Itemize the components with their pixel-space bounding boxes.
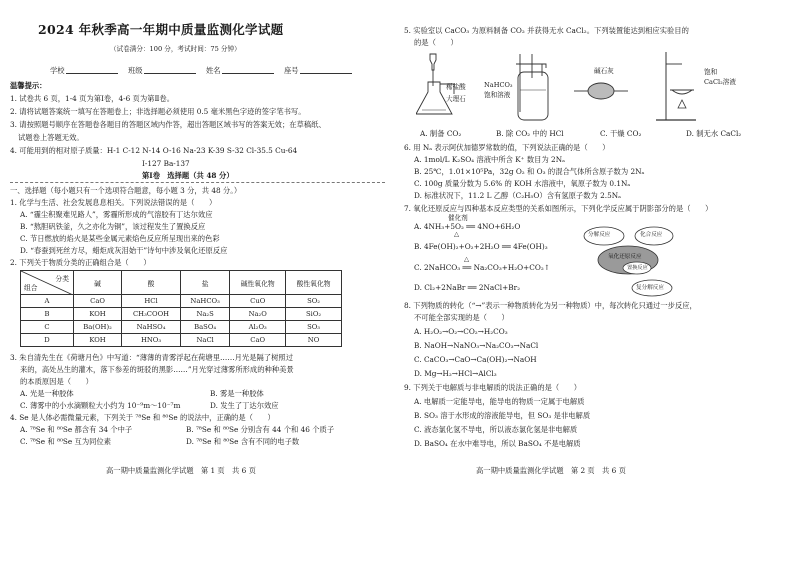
- table-cell: KOH: [74, 308, 122, 321]
- right-footer: 高一期中质量监测化学试题 第 2 页 共 6 页: [476, 466, 626, 475]
- q2-stem: 2. 下列关于物质分类的正确组合是（ ）: [10, 258, 151, 267]
- left-footer: 高一期中质量监测化学试题 第 1 页 共 6 页: [106, 466, 256, 475]
- gas-washing-bottle-icon: [514, 52, 560, 124]
- right-page: [404, 14, 779, 475]
- col-header: 酸: [122, 271, 181, 295]
- q8-line-1: 8. 下列物质的转化（“→”表示一种物质转化为另一种物质）中，每次转化只通过一步反应，: [404, 301, 697, 310]
- q3-option-c: C. 薄雾中的小水滴颗粒大小约为 10⁻⁹m～10⁻⁷m: [20, 401, 181, 410]
- q6-stem: 6. 用 Nₐ 表示阿伏加德罗常数的值，下列说法正确的是（ ）: [404, 143, 610, 152]
- col-header: 盐: [180, 271, 229, 295]
- q4-option-c: C. ⁷⁸Se 和 ⁸⁰Se 互为同位素: [20, 437, 112, 446]
- left-page: [10, 14, 385, 475]
- note-1: 1. 试卷共 6 页，1-4 页为第Ⅰ卷，4-6 页为第Ⅱ卷。: [10, 94, 174, 103]
- note-3: 3. 请按照题号顺序在答题卷各题目的答题区域内作答，超出答题区域书写的答案无效；在草稿纸、: [10, 120, 326, 129]
- table-cell: Na₂O: [230, 308, 286, 321]
- q5-option-d: D. 制无水 CaCl₂: [686, 129, 742, 138]
- table-cell: NaCl: [180, 334, 229, 347]
- notes-heading: 温馨提示：: [10, 81, 47, 90]
- q1-stem: 1. 化学与生活、社会发展息息相关。下列说法错误的是（ ）: [10, 198, 217, 207]
- note-4: 4. 可能用到的相对原子质量：H-1 C-12 N-14 O-16 Na-23 K-39 S-32 Cl-35.5 Cu-64: [10, 146, 298, 155]
- table-cell: Ba(OH)₂: [74, 321, 122, 334]
- label-nahco3: NaHCO₃: [484, 81, 513, 89]
- classification-table: [20, 270, 342, 347]
- q6-option-a: A. 1mol/L K₂SO₄ 溶液中所含 K⁺ 数目为 2Nₐ: [414, 155, 565, 164]
- q1-option-d: D. “春蚕到死丝方尽，蜡炬成灰泪始干”诗句中涉及氧化还原反应: [20, 246, 228, 255]
- q6-option-c: C. 100g 质量分数为 5.6% 的 KOH 水溶液中，氧原子数为 0.1Nₐ: [414, 179, 631, 188]
- q4-stem: 4. Se 是人体必需微量元素，下列关于 ⁷⁸Se 和 ⁸⁰Se 的说法中，正确的是（ ）: [10, 413, 275, 422]
- q7-condition-a2: △: [454, 230, 460, 238]
- info-school: 学校: [50, 66, 65, 75]
- q7-option-c: C. 2NaHCO₃ ══ Na₂CO₃+H₂O+CO₂↑: [414, 263, 550, 272]
- col-header: 碱性氧化物: [230, 271, 286, 295]
- table-row: [21, 334, 342, 347]
- q9-option-b: B. SO₃ 溶于水形成的溶液能导电，但 SO₃ 是非电解质: [414, 411, 591, 420]
- q1-option-c: C. 节日燃放的焰火是某些金属元素焰色反应所呈现出来的色彩: [20, 234, 220, 243]
- label-saturated: 饱和溶液: [484, 91, 511, 99]
- table-cell: NO: [286, 334, 342, 347]
- table-row: [21, 321, 342, 334]
- table-cell: D: [21, 334, 74, 347]
- q4-option-d: D. ⁷⁸Se 和 ⁸⁰Se 含有不同的电子数: [186, 437, 300, 446]
- q7-option-b: B. 4Fe(OH)₂+O₂+2H₂O ══ 4Fe(OH)₃: [414, 242, 548, 251]
- note-3b: 试题卷上答题无效。: [18, 133, 84, 142]
- q3-option-a: A. 光是一种胶体: [20, 389, 74, 398]
- q3-line-2: 来的，高处丛生的灌木，落下参差的斑驳的黑影……”月光穿过薄雾所形成的种种美景: [20, 365, 294, 374]
- q7-condition-a: 催化剂: [448, 214, 468, 222]
- reaction-type-diagram: [582, 222, 674, 298]
- info-class: 班级: [128, 66, 143, 75]
- table-cell: SiO₂: [286, 308, 342, 321]
- q7-stem: 7. 氧化还原反应与四种基本反应类型的关系如图所示，下列化学反应属于阴影部分的是（ ）: [404, 204, 713, 213]
- header-top: 分类: [55, 275, 69, 283]
- col-header: 酸性氧化物: [286, 271, 342, 295]
- q5-line-1: 5. 实验室以 CaCO₃ 为原料制备 CO₂ 并获得无水 CaCl₂。下列装置能达到相应实验目的: [404, 26, 689, 35]
- part1-heading: 第Ⅰ卷 选择题（共 48 分）: [142, 171, 234, 180]
- q4-option-b: B. ⁷⁸Se 和 ⁸⁰Se 分别含有 44 个和 46 个质子: [186, 425, 335, 434]
- q8-option-c: C. CaCO₃→CaO→Ca(OH)₂→NaOH: [414, 355, 537, 364]
- q5-line-2: 的是（ ）: [414, 38, 458, 47]
- q8-option-d: D. Mg→H₂→HCl→AlCl₃: [414, 369, 497, 378]
- label-saturated-d: 饱和: [704, 68, 718, 76]
- drying-tube-icon: [574, 80, 628, 102]
- col-header: 碱: [74, 271, 122, 295]
- label-soda-lime: 碱石灰: [594, 67, 614, 75]
- q9-stem: 9. 下列关于电解质与非电解质的说法正确的是（ ）: [404, 383, 582, 392]
- exam-title: 2024 年秋季高一年期中质量监测化学试题: [38, 22, 284, 37]
- label-cacl2: CaCl₂溶液: [704, 78, 736, 86]
- q3-line-1: 3. 朱自清先生在《荷塘月色》中写道：“薄薄的青雾浮起在荷塘里……月光是隔了树照过: [10, 353, 293, 362]
- table-cell: NaHSO₄: [122, 321, 181, 334]
- diagram-decomposition: 分解反应: [588, 232, 611, 238]
- diagram-double-decomposition: 复分解反应: [636, 285, 664, 291]
- q8-option-b: B. NaOH→NaNO₃→Na₂CO₃→NaCl: [414, 341, 539, 350]
- evaporation-stand-icon: [654, 50, 700, 124]
- table-cell: BaSO₄: [180, 321, 229, 334]
- diagram-combination: 化合反应: [640, 232, 663, 238]
- q7-option-a: A. 4NH₃+5O₂ ══ 4NO+6H₂O: [414, 222, 521, 231]
- q9-option-a: A. 电解质一定能导电，能导电的物质一定属于电解质: [414, 397, 585, 406]
- table-cell: KOH: [74, 334, 122, 347]
- label-hcl: 稀盐酸: [446, 83, 466, 91]
- table-cell: HNO₃: [122, 334, 181, 347]
- table-corner: [21, 271, 74, 295]
- q7-condition-c: △: [464, 255, 470, 263]
- section1-heading: 一、选择题（每小题只有一个选项符合题意，每小题 3 分，共 48 分。）: [10, 186, 242, 195]
- q3-line-3: 的本质原因是（ ）: [20, 377, 93, 386]
- table-cell: CuO: [230, 295, 286, 308]
- table-cell: SO₂: [286, 295, 342, 308]
- table-cell: CaO: [74, 295, 122, 308]
- info-name: 姓名: [206, 66, 221, 75]
- q6-option-b: B. 25℃，1.01×10⁵Pa，32g O₂ 和 O₃ 的混合气体所含原子数为 2Nₐ: [414, 167, 645, 176]
- q3-option-d: D. 发生了丁达尔效应: [210, 401, 279, 410]
- exam-subtitle: （试卷满分：100 分，考试时间：75 分钟）: [110, 45, 241, 53]
- note-4b: I-127 Ba-137: [142, 159, 190, 168]
- diagram-redox: 氧化还原反应: [608, 254, 642, 260]
- table-cell: HCl: [122, 295, 181, 308]
- table-cell: CaO: [230, 334, 286, 347]
- q3-option-b: B. 雾是一种胶体: [210, 389, 264, 398]
- table-cell: Na₂S: [180, 308, 229, 321]
- q8-line-2: 不可能全部实现的是（ ）: [414, 313, 509, 322]
- diagram-displacement: 置换反应: [627, 265, 648, 271]
- table-cell: Al₂O₃: [230, 321, 286, 334]
- table-cell: C: [21, 321, 74, 334]
- header-side: 组合: [24, 284, 38, 292]
- q5-option-a: A. 制备 CO₂: [420, 129, 462, 138]
- table-cell: SO₃: [286, 321, 342, 334]
- q8-option-a: A. H₂O₂→O₂→CO₂→H₂CO₃: [414, 327, 508, 336]
- q1-option-b: B. “熬胆矾铁釜，久之亦化为铜”，该过程发生了置换反应: [20, 222, 206, 231]
- info-seat: 座号: [284, 66, 299, 75]
- table-row: [21, 295, 342, 308]
- q6-option-d: D. 标准状况下，11.2 L 乙醇（C₂H₅O）含有氢原子数为 2.5Nₐ: [414, 191, 621, 200]
- q1-option-a: A. “霾尘积聚难见路人”，雾霾所形成的气溶胶有丁达尔效应: [20, 210, 213, 219]
- q5-option-b: B. 除 CO₂ 中的 HCl: [496, 129, 564, 138]
- note-2: 2. 请将试题答案统一填写在答题卷上；非选择题必须使用 0.5 毫米黑色字迹的签字笔书写。: [10, 107, 306, 116]
- table-cell: NaHCO₃: [180, 295, 229, 308]
- q9-option-d: D. BaSO₄ 在水中难导电，所以 BaSO₄ 不是电解质: [414, 439, 581, 448]
- q9-option-c: C. 液态氯化氢不导电，所以液态氯化氢是非电解质: [414, 425, 578, 434]
- q7-option-d: D. Cl₂+2NaBr ══ 2NaCl+Br₂: [414, 283, 521, 292]
- q4-option-a: A. ⁷⁸Se 和 ⁸⁰Se 都含有 34 个中子: [20, 425, 133, 434]
- table-cell: CH₃COOH: [122, 308, 181, 321]
- table-cell: B: [21, 308, 74, 321]
- q5-option-c: C. 干燥 CO₂: [600, 129, 642, 138]
- label-marble: 大理石: [446, 95, 466, 103]
- table-cell: A: [21, 295, 74, 308]
- table-row: [21, 308, 342, 321]
